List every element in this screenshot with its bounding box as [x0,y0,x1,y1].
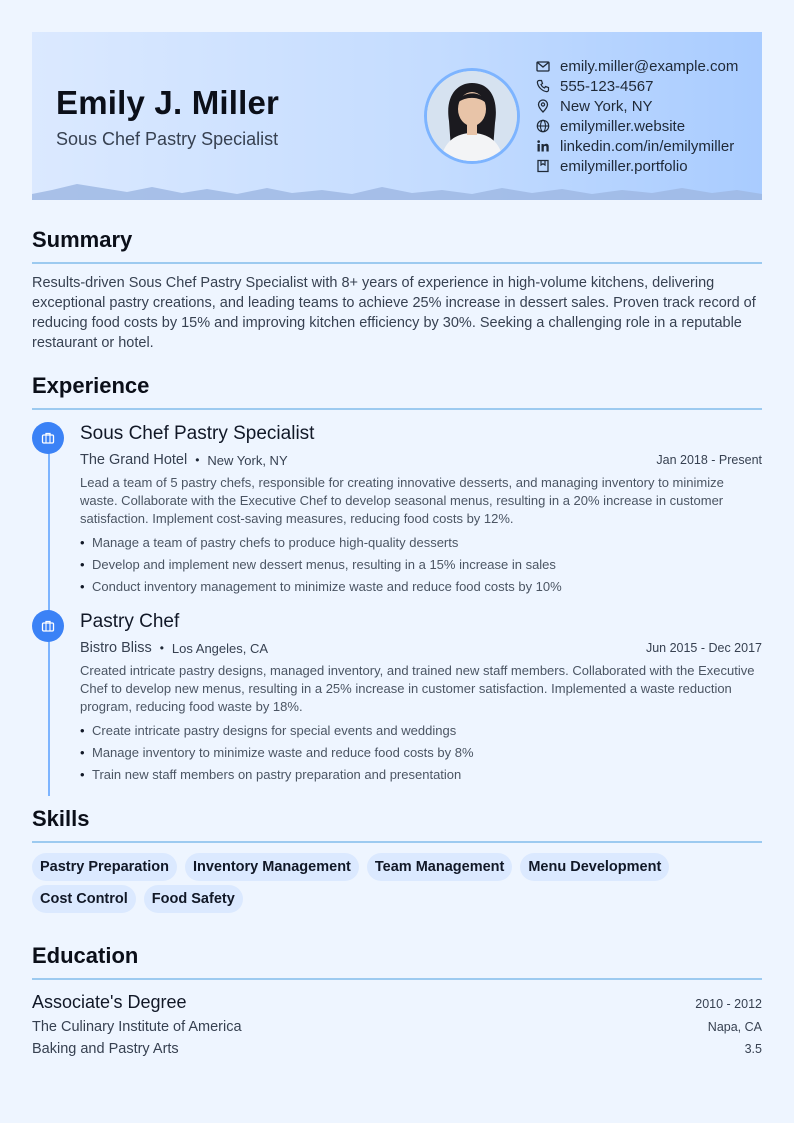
experience-timeline [32,422,762,786]
education-field-row [32,1041,762,1057]
section-title-summary: Summary [32,227,133,252]
linkedin-icon [535,138,551,154]
job-title: Pastry Chef [80,611,180,632]
education-gpa: 3.5 [744,1042,762,1056]
skill-chip: Cost Control [32,885,136,913]
list-item: • Develop and implement new dessert menus, resulting in a 15% increase in sales [80,554,762,576]
skill-chip: Pastry Preparation [32,853,177,881]
contact-location-text: New York, NY [560,97,653,115]
list-item: • Manage a team of pastry chefs to produce high-quality desserts [80,532,762,554]
meta-separator: • [195,453,200,467]
mail-icon [535,58,551,74]
job-bullets [80,532,762,598]
globe-icon [535,118,551,134]
contact-linkedin-text: linkedin.com/in/emilymiller [560,137,735,155]
map-pin-icon [535,98,551,114]
job-entry [32,422,762,598]
skills-section [32,806,762,917]
education-section [32,943,762,1057]
job-entry [32,610,762,786]
contact-website[interactable] [535,116,738,136]
avatar [424,68,520,164]
skill-chip: Menu Development [520,853,669,881]
resume-header [32,32,762,200]
section-divider [32,978,762,980]
skill-chip: Food Safety [144,885,243,913]
education-field: Baking and Pastry Arts [32,1041,179,1057]
contact-portfolio[interactable] [535,156,738,176]
list-item: • Manage inventory to minimize waste and reduce food costs by 8% [80,742,762,764]
job-company: Bistro Bliss [80,640,152,656]
section-divider [32,262,762,264]
contact-phone-text: 555-123-4567 [560,77,654,95]
header-mountain-decoration [32,184,762,200]
portfolio-icon [535,158,551,174]
list-item: • Conduct inventory management to minimize waste and reduce food costs by 10% [80,576,762,598]
summary-text: Results-driven Sous Chef Pastry Specialist with 8+ years of experience in high-volume kitchens, delivering exceptional pastry creations, and leading teams to achieve 25% increase in dessert sales. Proven track record of reducing food costs by 15% and improving kitchen efficiency by 30%. Seeking a challenging role in a reputable restaurant or hotel. [32,275,756,351]
contact-location [535,96,738,116]
phone-icon [535,78,551,94]
contact-website-text: emilymiller.website [560,117,686,135]
education-degree: Associate's Degree [32,992,187,1012]
resume-page [32,32,762,1057]
meta-separator: • [159,641,164,655]
education-school-row [32,1019,762,1035]
job-description: Lead a team of 5 pastry chefs, responsible for creating innovative desserts, and managing inventory to minimize waste. Collaborate with the Executive Chef to develop seasonal menus, resulting in a 20% increase in customer satisfaction. Implement cost-saving measures, reducing food costs by 12%. [80,475,724,526]
section-divider [32,841,762,843]
experience-section [32,373,762,786]
briefcase-icon [32,422,64,454]
skills-list [32,853,762,917]
list-item: • Train new staff members on pastry preparation and presentation [80,764,762,786]
skill-chip: Team Management [367,853,512,881]
contact-portfolio-text: emilymiller.portfolio [560,157,688,175]
section-title-skills: Skills [32,806,90,831]
summary-section [32,227,762,353]
job-dates: Jan 2018 - Present [656,453,762,467]
education-dates: 2010 - 2012 [695,997,762,1011]
contact-phone[interactable] [535,76,738,96]
list-item: • Create intricate pastry designs for special events and weddings [80,720,762,742]
job-bullets [80,720,762,786]
education-school: The Culinary Institute of America [32,1019,242,1035]
job-meta [80,638,762,658]
candidate-name: Emily J. Miller [56,84,280,121]
contact-linkedin[interactable] [535,136,738,156]
candidate-role: Sous Chef Pastry Specialist [56,129,279,149]
contact-email-text: emily.miller@example.com [560,57,739,75]
contact-list [535,56,738,176]
skill-chip: Inventory Management [185,853,359,881]
section-divider [32,408,762,410]
section-title-experience: Experience [32,373,150,398]
job-location: Los Angeles, CA [171,640,269,656]
job-company: The Grand Hotel [80,452,188,468]
education-location: Napa, CA [707,1020,762,1034]
job-description: Created intricate pastry designs, managed inventory, and trained new staff members. Collaborated with the Executive Chef to develop new menus, resulting in a 25% increase in customer satisfaction. Implemented a waste reduction program, reducing food waste by 18%. [80,663,755,714]
job-title: Sous Chef Pastry Specialist [80,423,315,444]
education-degree-row [32,992,762,1013]
job-location: New York, NY [207,452,288,468]
job-meta [80,450,762,470]
briefcase-icon [32,610,64,642]
contact-email[interactable] [535,56,738,76]
job-dates: Jun 2015 - Dec 2017 [645,641,762,655]
section-title-education: Education [32,943,139,968]
